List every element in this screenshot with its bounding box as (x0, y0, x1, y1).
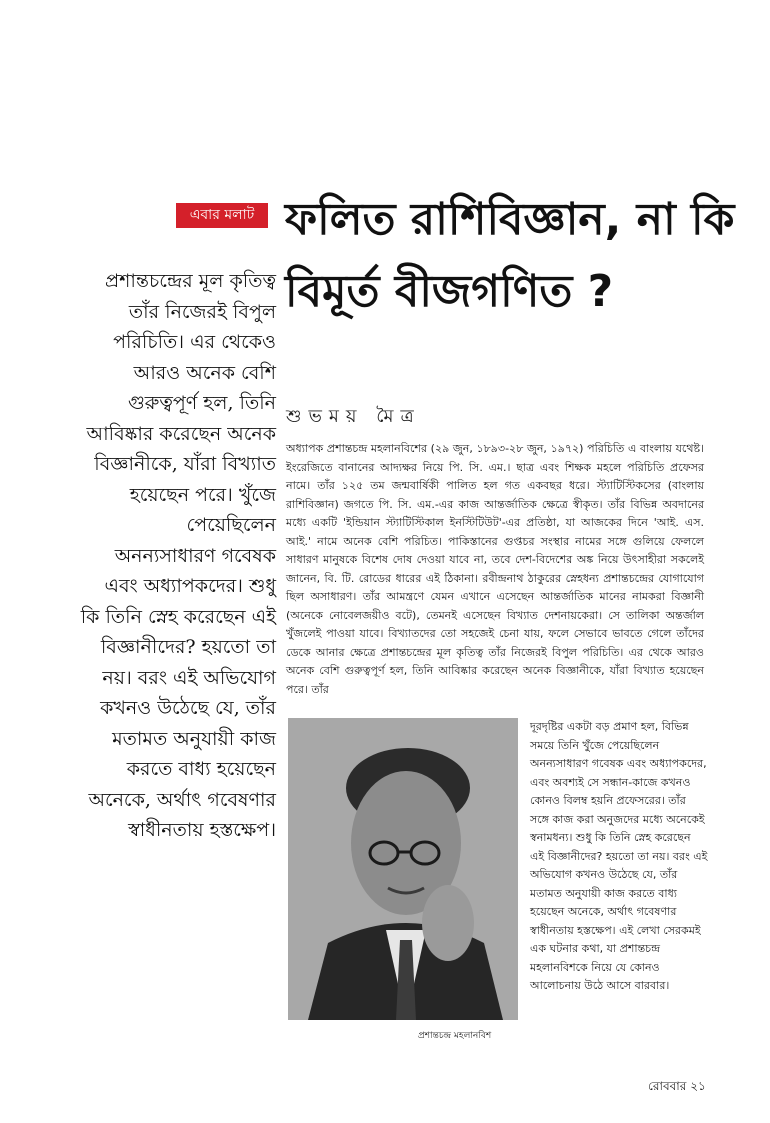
section-tag: এবার মলাট (176, 203, 268, 228)
article-body-top: অধ্যাপক প্রশান্তচন্দ্র মহলানবিশের (২৯ জুন, ১৮৯৩-২৮ জুন, ১৯৭২) পরিচিতি এ বাংলায় যথেষ্ট। ইংরেজিতে বানানের আদ্যক্ষর নিয়ে পি. সি. এম.। ছাত্র এবং শিক্ষক মহলে পরিচিতি প্রফেসর নামে। তাঁর ১২৫ তম জন্মবার্ষিকী পালিত হল গত একবছর ধরে। স্ট্যাটিস্টিকসের (বাংলায় রাশিবিজ্ঞান) জগতে পি. সি. এম.-এর কাজ আন্তর্জাতিক ক্ষেত্রে স্বীকৃত। তাঁর বিভিন্ন অবদানের মধ্যে একটি 'ইন্ডিয়ান স্ট্যাটিস্টিকাল ইনস্টিটিউট'-এর প্রতিষ্ঠা, যা আজকের দিনে 'আই. এস. আই.' নামে অনেক বেশি পরিচিত। পাকিস্তানের গুপ্তচর সংস্থার নামের সঙ্গে গুলিয়ে ফেললে সাধারণ মানুষকে বিশেষ দোষ দেওয়া যাবে না, তবে দেশ-বিদেশের অঙ্ক নিয়ে উৎসাহীরা সকলেই জানেন, বি. টি. রোডের ধারের এই ঠিকানা। রবীন্দ্রনাথ ঠাকুরের স্নেহধন্য প্রশান্তচন্দ্রের যোগাযোগ ছিল অসাধারণ। তাঁর আমন্ত্রণে যেমন এখানে এসেছেন আন্তর্জাতিক মানের নামকরা বিজ্ঞানী (অনেকে নোবেলজয়ীও বটে), তেমনই এসেছেন বিখ্যাত দেশনায়কেরা। সে তালিকা অন্তর্জাল খুঁজলেই পাওয়া যাবে। বিখ্যাতদের তো সহজেই চেনা যায়, ফলে সেভাবে ভাবতে গেলে তাঁদের ডেকে আনার ক্ষেত্রে প্রশান্তচন্দ্রের মূল কৃতিত্ব তাঁর নিজেরই বিপুল পরিচিতি। এর থেকে আরও অনেক বেশি গুরুত্বপূর্ণ হল, তিনি আবিষ্কার করেছেন অনেক বিজ্ঞানীকে, যাঁরা বিখ্যাত হয়েছেন পরে। তাঁর (286, 442, 704, 696)
portrait-photo (288, 718, 518, 1020)
article-title: ফলিত রাশিবিজ্ঞান, না কি বিমূর্ত বীজগণিত ? (285, 194, 735, 317)
author-byline: শুভময় মৈত্র (286, 406, 421, 427)
page-number: রোববার ২১ (648, 1079, 706, 1093)
photo-caption: প্রশান্তচন্দ্র মহলানবিশ (418, 1031, 492, 1041)
portrait-illustration (288, 718, 518, 1020)
article-body-right: দূরদৃষ্টির একটা বড় প্রমাণ হল, বিভিন্ন সময়ে তিনি খুঁজে পেয়েছিলেন অনন্যসাধারণ গবেষক এবং অধ্যাপকদের, এবং অবশ্যই সে সন্ধান-কাজে কখনও কোনও বিলম্ব হয়নি প্রফেসরের। তাঁর সঙ্গে কাজ করা অনুজদের মধ্যে অনেকেই স্বনামধন্য। শুধু কি তিনি স্নেহ করেছেন এই বিজ্ঞানীদের? হয়তো তা নয়। বরং এই অভিযোগ কখনও উঠেছে যে, তাঁর মতামত অনুযায়ী কাজ করতে বাধ্য হয়েছেন অনেকে, অর্থাৎ গবেষণার স্বাধীনতায় হস্তক্ষেপ। এই লেখা সেরকমই এক ঘটনার কথা, যা প্রশান্তচন্দ্র মহলানবিশকে নিয়ে যে কোনও আলোচনায় উঠে আসে বারবার। (530, 720, 708, 992)
pull-quote: প্রশান্তচন্দ্রের মূল কৃতিত্ব তাঁর নিজেরই বিপুল পরিচিতি। এর থেকেও আরও অনেক বেশি গুরুত্বপূর্ণ হল, তিনি আবিষ্কার করেছেন অনেক বিজ্ঞানীকে, যাঁরা বিখ্যাত হয়েছেন পরে। খুঁজে পেয়েছিলেন অনন্যসাধারণ গবেষক এবং অধ্যাপকদের। শুধু কি তিনি স্নেহ করেছেন এই বিজ্ঞানীদের? হয়তো তা নয়। বরং এই অভিযোগ কখনও উঠেছে যে, তাঁর মতামত অনুযায়ী কাজ করতে বাধ্য হয়েছেন অনেকে, অর্থাৎ গবেষণার স্বাধীনতায় হস্তক্ষেপ। (80, 270, 276, 841)
